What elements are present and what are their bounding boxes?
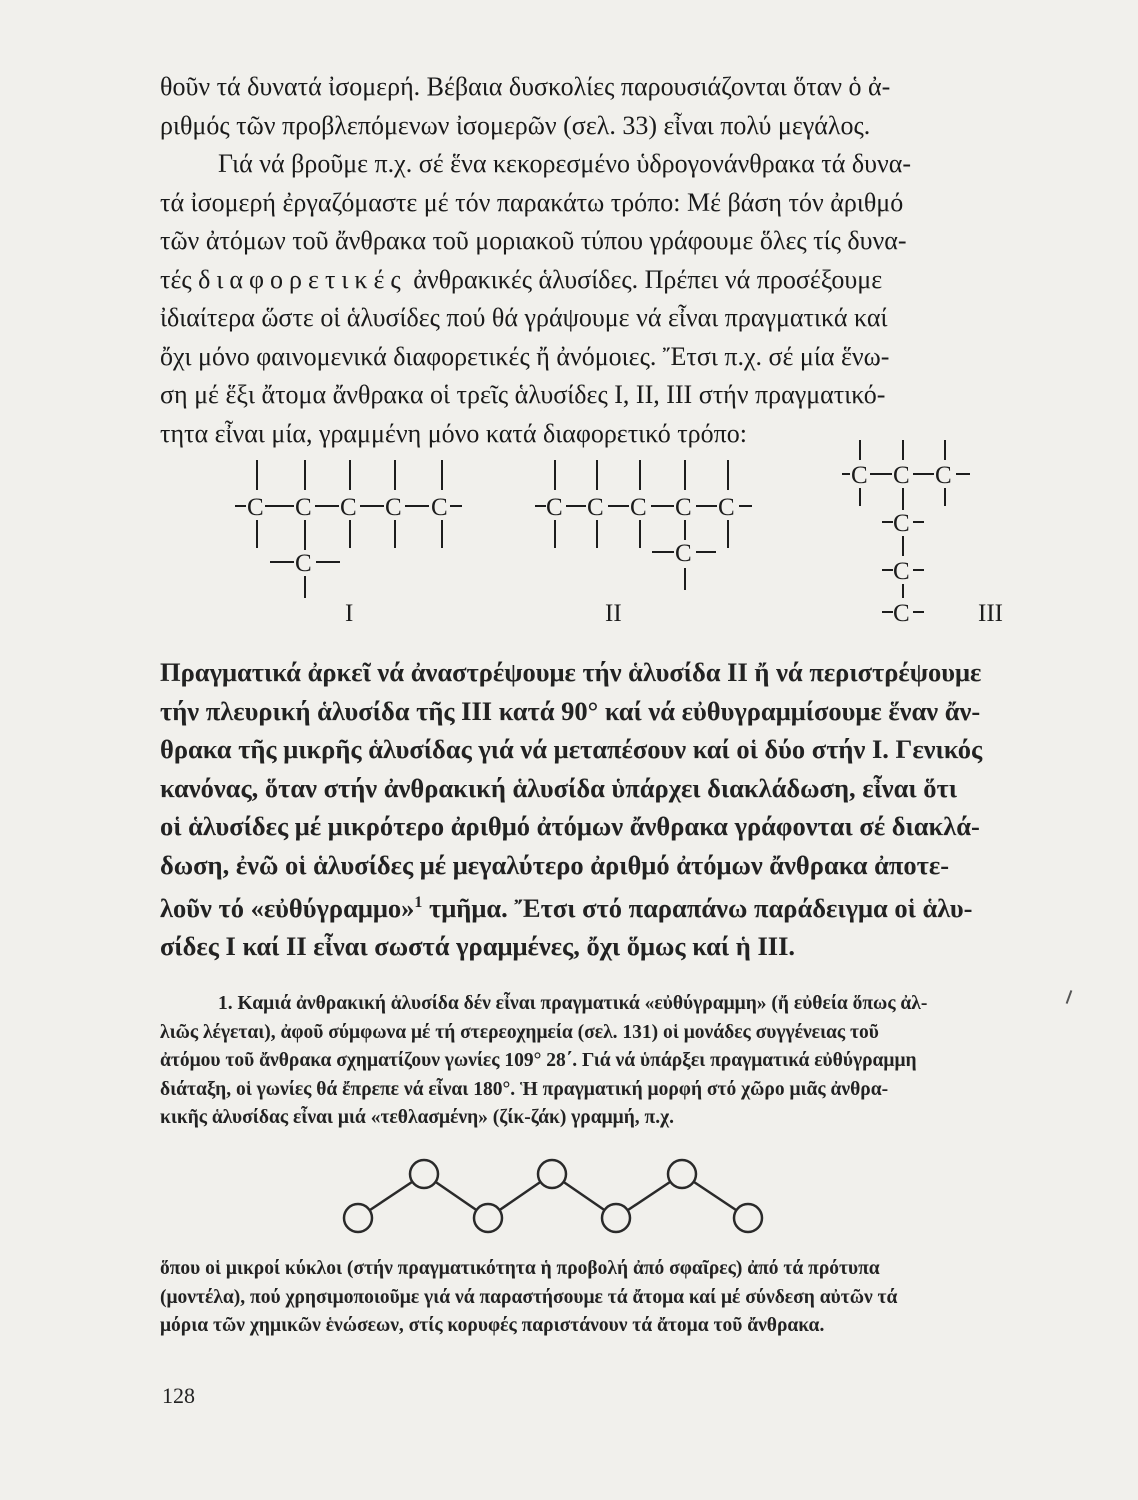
text-line: οἱ ἁλυσίδες μέ μικρότερο ἀριθμό ἀτόμων ἄνθρακα γράφονται σέ διακλά- — [160, 811, 980, 841]
carbon-atom-circle — [734, 1204, 762, 1232]
carbon-atom-circle — [602, 1204, 630, 1232]
text-line: τητα εἶναι μία, γραμμένη μόνο κατά διαφορετικό τρόπο: — [160, 418, 747, 448]
text-line: θοῦν τά δυνατά ἰσομερή. Βέβαια δυσκολίες παρουσιάζονται ὅταν ὁ ἀ- — [160, 72, 891, 101]
carbon-chain-structures — [160, 430, 1030, 650]
carbon-atom: C — [247, 494, 264, 521]
structure-label-I: I — [345, 600, 354, 627]
main-paragraph-2 — [160, 653, 1020, 966]
carbon-atom-circle — [474, 1204, 502, 1232]
text-line: δωση, ἐνῶ οἱ ἁλυσίδες μέ μεγαλύτερο ἀριθμό ἀτόμων ἄνθρακα ἀποτε- — [160, 849, 950, 880]
text-fragment: λοῦν τό «εὐθύγραμμο» — [160, 892, 415, 923]
text-line — [160, 261, 1020, 300]
text-line: ριθμός τῶν προβλεπόμενων ἰσομερῶν (σελ. 33) εἶναι πολύ μεγάλος. — [160, 110, 871, 140]
text-line: κανόνας, ὅταν στήν ἀνθρακική ἁλυσίδα ὑπάρχει διακλάδωση, εἶναι ὅτι — [160, 772, 957, 803]
carbon-atom: C — [718, 494, 735, 521]
text-line: σίδες I καί II εἶναι σωστά γραμμένες, ὄχι ὅμως καί ἡ III. — [160, 931, 796, 962]
footnote-line: διάταξη, οἱ γωνίες θά ἔπρεπε νά εἶναι 180°. Ἡ πραγματική μορφή στό χῶρο μιᾶς ἀνθρα- — [160, 1078, 889, 1100]
footnote-line: λιῶς λέγεται), ἀφοῦ σύμφωνα μέ τή στερεοχημεία (σελ. 131) οἱ μονάδες συγγένειας τοῦ — [160, 1021, 879, 1043]
text-fragment: τές — [160, 264, 199, 294]
carbon-atom-circle — [410, 1160, 438, 1188]
zigzag-chain-diagram — [320, 1148, 790, 1243]
carbon-atom: C — [431, 494, 448, 521]
footnote-marker: 1 — [414, 894, 423, 911]
page-number: 128 — [162, 1383, 195, 1408]
carbon-atom: C — [340, 494, 357, 521]
carbon-atom: C — [893, 510, 910, 537]
main-paragraph — [160, 68, 1020, 453]
carbon-atom-circle — [668, 1160, 696, 1188]
carbon-atom: C — [295, 550, 312, 577]
footnote-line: ἀτόμου τοῦ ἄνθρακα σχηματίζουν γωνίες 109° 28΄. Γιά νά ὑπάρξει πραγματικά εὐθύγραμμη — [160, 1050, 917, 1071]
text-line: τήν πλευρική ἁλυσίδα τῆς III κατά 90° καί νά εὐθυγραμμίσουμε ἕναν ἄν- — [160, 695, 981, 726]
carbon-atom: C — [630, 494, 647, 521]
carbon-atom: C — [893, 462, 910, 489]
carbon-atom: C — [587, 494, 604, 521]
carbon-atom: C — [851, 462, 868, 489]
carbon-atom-circle — [538, 1160, 566, 1188]
carbon-atom: C — [675, 494, 692, 521]
text-line: Πραγματικά ἀρκεῖ νά ἀναστρέψουμε τήν ἁλυσίδα II ἤ νά περιστρέψουμε — [160, 657, 982, 687]
carbon-atom: C — [295, 494, 312, 521]
text-line: θρακα τῆς μικρῆς ἁλυσίδας γιά νά μεταπέσουν καί οἱ δύο στήν I. Γενικός — [160, 734, 983, 764]
text-line: τά ἰσομερή ἐργαζόμαστε μέ τόν παρακάτω τρόπο: Μέ βάση τόν ἀριθμό — [160, 187, 904, 217]
carbon-atom: C — [893, 600, 910, 627]
footnote-line: (μοντέλα), πού χρησιμοποιοῦμε γιά νά παραστήσουμε τά ἄτομα καί μέ σύνδεση αὐτῶν τά — [160, 1286, 898, 1308]
footnote-line: 1. Καμιά ἀνθρακική ἁλυσίδα δέν εἶναι πραγματικά «εὐθύγραμμη» (ἤ εὐθεία ὅπως ἀλ- — [218, 993, 928, 1014]
carbon-atom: C — [893, 558, 910, 585]
carbon-atom: C — [675, 540, 692, 567]
text-fragment: ἀνθρακικές ἁλυσίδες. Πρέπει νά προσέξουμε — [406, 264, 883, 294]
text-line: ση μέ ἕξι ἄτομα ἄνθρακα οἱ τρεῖς ἁλυσίδες I, II, III στήν πραγματικό- — [160, 380, 886, 409]
carbon-atom: C — [546, 494, 563, 521]
text-line: ἰδιαίτερα ὥστε οἱ ἁλυσίδες πού θά γράψουμε νά εἶναι πραγματικά καί — [160, 303, 888, 332]
carbon-atom-circle — [344, 1204, 372, 1232]
spaced-emphasis: διαφορετικές — [198, 264, 407, 294]
text-line: Γιά νά βροῦμε π.χ. σέ ἕνα κεκορεσμένο ὑδρογονάνθρακα τά δυνα- — [218, 149, 912, 178]
footnote — [160, 990, 1018, 1133]
footnote-line: ὅπου οἱ μικροί κύκλοι (στήν πραγματικότητα ἡ προβολή ἀπό σφαῖρες) ἀπό τά πρότυπα — [160, 1258, 880, 1279]
text-line: ὄχι μόνο φαινομενικά διαφορετικές ἤ ἀνόμοιες. Ἔτσι π.χ. σέ μία ἕνω- — [160, 341, 890, 371]
text-line — [160, 884, 1020, 927]
structure-label-II: II — [605, 600, 622, 627]
footnote-continuation — [160, 1255, 1018, 1341]
carbon-atom: C — [935, 462, 952, 489]
stray-mark — [1066, 990, 1073, 1004]
footnote-line: μόρια τῶν χημικῶν ἑνώσεων, στίς κορυφές παριστάνουν τά ἄτομα τοῦ ἄνθρακα. — [160, 1315, 825, 1336]
footnote-line: κικῆς ἁλυσίδας εἶναι μιά «τεθλασμένη» (ζίκ-ζάκ) γραμμή, π.χ. — [160, 1107, 674, 1128]
text-fragment: τμῆμα. Ἔτσι στό παραπάνω παράδειγμα οἱ ἁλυ- — [422, 892, 973, 923]
carbon-atom: C — [385, 494, 402, 521]
text-line: τῶν ἀτόμων τοῦ ἄνθρακα τοῦ μοριακοῦ τύπου γράφουμε ὅλες τίς δυνα- — [160, 226, 907, 255]
structure-label-III: III — [978, 600, 1003, 627]
